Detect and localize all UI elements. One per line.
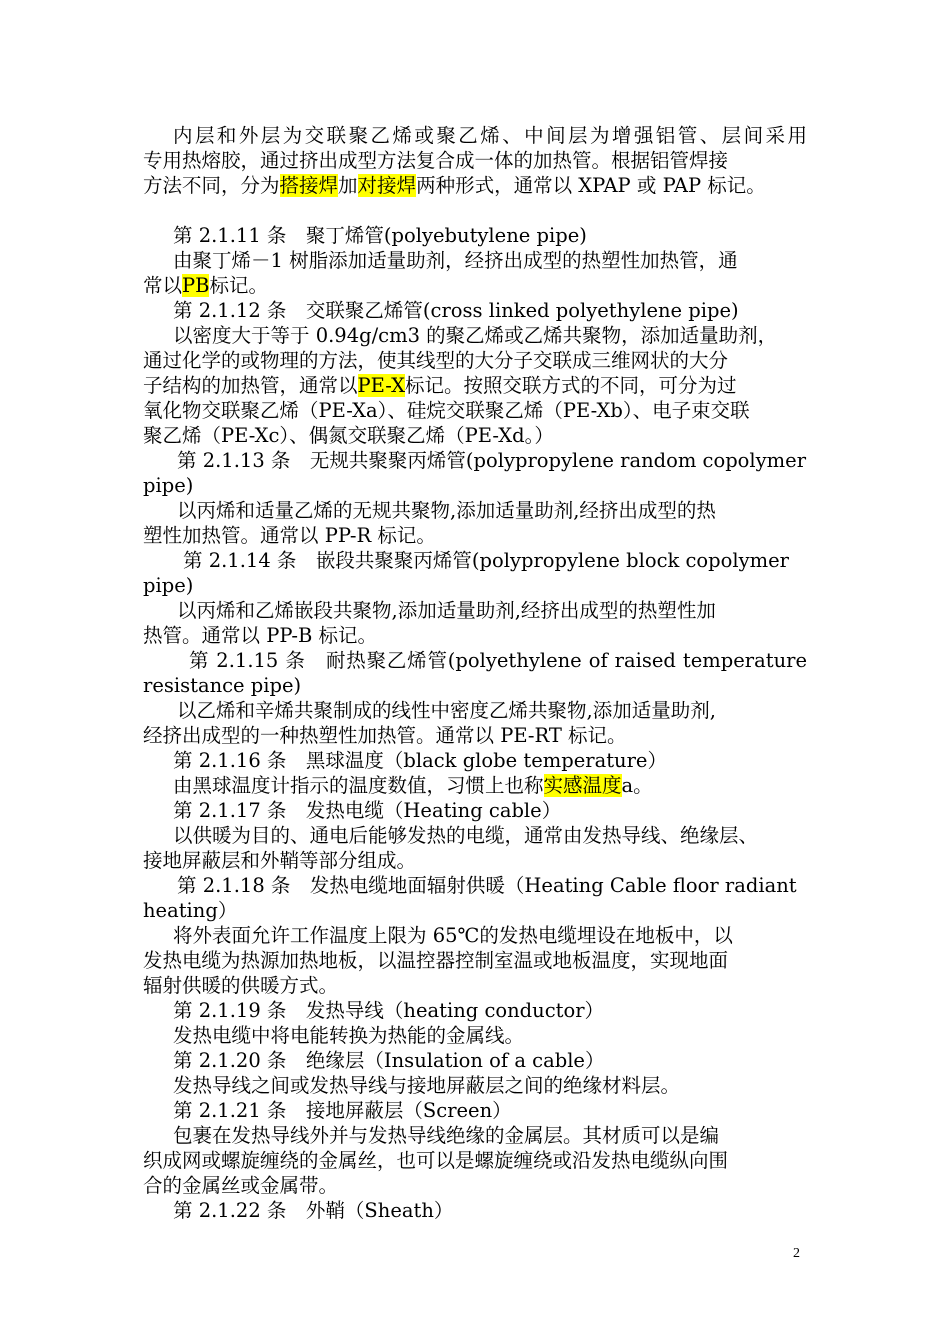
paragraph-line: 以丙烯和适量乙烯的无规共聚物,添加适量助剂,经挤出成型的热	[177, 499, 716, 522]
highlighted-term: PE-X	[357, 374, 406, 397]
document-body	[143, 123, 807, 1223]
paragraph-line	[143, 273, 807, 298]
paragraph-line: 发热电缆为热源加热地板，以温控器控制室温或地板温度，实现地面	[143, 949, 729, 972]
section-heading: 第 2.1.22 条 外鞘（Sheath）	[173, 1199, 454, 1222]
section-heading: 第 2.1.17 条 发热电缆（Heating cable）	[173, 799, 562, 822]
paragraph-line: 专用热熔胶，通过挤出成型方法复合成一体的加热管。根据铝管焊接	[143, 149, 729, 172]
paragraph-line	[143, 173, 807, 198]
paragraph-line: 氧化物交联聚乙烯（PE-Xa）、硅烷交联聚乙烯（PE-Xb）、电子束交联	[143, 399, 750, 422]
text-run: 子结构的加热管，通常以	[143, 374, 358, 397]
text-run: a。	[621, 774, 653, 797]
paragraph-line: 辐射供暖的供暖方式。	[143, 974, 339, 997]
paragraph-line: 织成网或螺旋缠绕的金属丝，也可以是螺旋缠绕或沿发热电缆纵向围	[143, 1149, 729, 1172]
paragraph-line: 接地屏蔽层和外鞘等部分组成。	[143, 849, 417, 872]
paragraph-line: 以密度大于等于 0.94g/cm3 的聚乙烯或乙烯共聚物，添加适量助剂，	[173, 324, 778, 347]
section-heading: heating）	[143, 899, 238, 922]
highlighted-term: PB	[182, 274, 210, 297]
text-run: 标记。	[209, 274, 268, 297]
section-heading: 第 2.1.13 条 无规共聚聚丙烯管(polypropylene random copolymer	[177, 449, 807, 472]
paragraph-line: 包裹在发热导线外并与发热导线绝缘的金属层。其材质可以是编	[173, 1124, 720, 1147]
highlighted-term: 搭接焊	[279, 174, 339, 197]
paragraph-line: 发热电缆中将电能转换为热能的金属线。	[173, 1024, 525, 1047]
paragraph-line: 以供暖为目的、通电后能够发热的电缆，通常由发热导线、绝缘层、	[173, 824, 759, 847]
section-heading: 第 2.1.21 条 接地屏蔽层（Screen）	[173, 1099, 512, 1122]
paragraph-line: 以乙烯和辛烯共聚制成的线性中密度乙烯共聚物,添加适量助剂,	[177, 699, 716, 722]
section-heading: 第 2.1.14 条 嵌段共聚聚丙烯管(polypropylene block copolymer	[183, 549, 790, 572]
section-heading: 第 2.1.15 条 耐热聚乙烯管(polyethylene of raised temperature	[189, 649, 807, 672]
page-number: 2	[793, 1246, 800, 1261]
text-run: 标记。按照交联方式的不同，可分为过	[405, 374, 737, 397]
highlighted-term: 对接焊	[357, 174, 417, 197]
paragraph-line: 经挤出成型的一种热塑性加热管。通常以 PE-RT 标记。	[143, 724, 627, 747]
text-run: 两种形式，通常以 XPAP 或 PAP 标记。	[416, 174, 766, 197]
paragraph-line: 由聚丁烯－1 树脂添加适量助剂，经挤出成型的热塑性加热管，通	[173, 249, 738, 272]
section-heading: 第 2.1.16 条 黑球温度（black globe temperature）	[173, 749, 667, 772]
section-heading: resistance pipe)	[143, 674, 302, 697]
text-run: 加	[338, 174, 358, 197]
section-heading: pipe)	[143, 474, 194, 497]
section-heading: 第 2.1.19 条 发热导线（heating conductor）	[173, 999, 605, 1022]
paragraph-line	[143, 373, 807, 398]
paragraph-line: 发热导线之间或发热导线与接地屏蔽层之间的绝缘材料层。	[173, 1074, 681, 1097]
text-run: 方法不同，分为	[143, 174, 280, 197]
paragraph-line: 通过化学的或物理的方法，使其线型的大分子交联成三维网状的大分	[143, 349, 729, 372]
paragraph-line: 内层和外层为交联聚乙烯或聚乙烯、中间层为增强铝管、层间采用	[173, 124, 807, 147]
paragraph-line	[143, 773, 807, 798]
blank-line	[143, 198, 807, 223]
highlighted-term: 实感温度	[543, 774, 622, 797]
paragraph-line: 将外表面允许工作温度上限为 65℃的发热电缆埋设在地板中，以	[173, 924, 733, 947]
paragraph-line: 聚乙烯（PE-Xc）、偶氮交联聚乙烯（PE-Xd。）	[143, 424, 554, 447]
paragraph-line: 以丙烯和乙烯嵌段共聚物,添加适量助剂,经挤出成型的热塑性加	[177, 599, 716, 622]
section-heading: pipe)	[143, 574, 194, 597]
paragraph-line: 塑性加热管。通常以 PP-R 标记。	[143, 524, 436, 547]
section-heading: 第 2.1.12 条 交联聚乙烯管(cross linked polyethylene pipe)	[173, 299, 739, 322]
paragraph-line: 热管。通常以 PP-B 标记。	[143, 624, 377, 647]
text-run: 常以	[143, 274, 183, 297]
section-heading: 第 2.1.11 条 聚丁烯管(polyebutylene pipe)	[173, 224, 587, 247]
section-heading: 第 2.1.18 条 发热电缆地面辐射供暖（Heating Cable floor radiant	[177, 874, 797, 897]
section-heading: 第 2.1.20 条 绝缘层（Insulation of a cable）	[173, 1049, 605, 1072]
text-run: 由黑球温度计指示的温度数值，习惯上也称	[173, 774, 544, 797]
paragraph-line: 合的金属丝或金属带。	[143, 1174, 339, 1197]
